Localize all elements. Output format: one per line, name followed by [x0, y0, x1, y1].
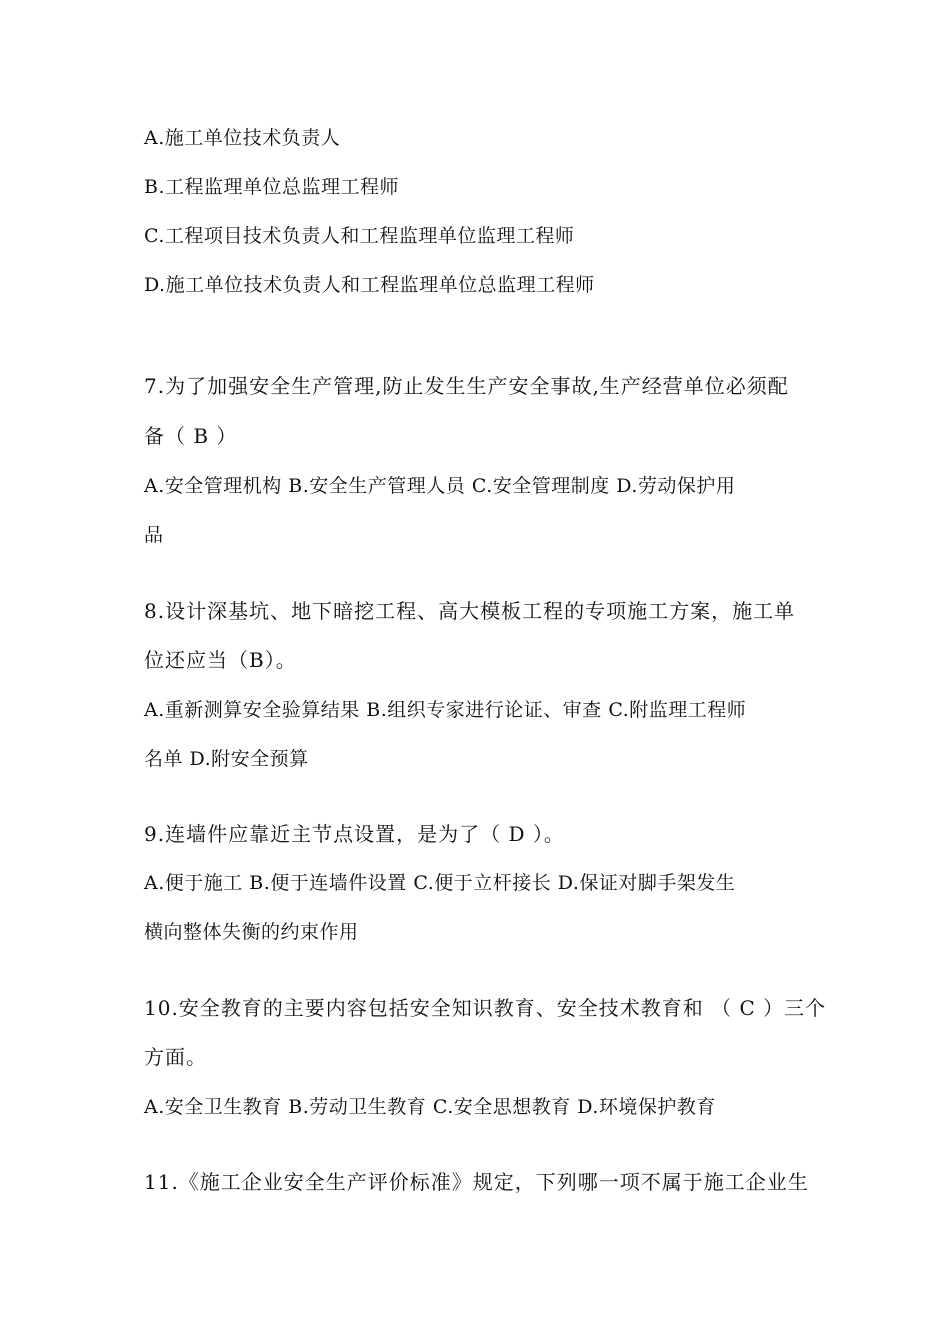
q9-options-line-2: 横向整体失衡的约束作用	[144, 921, 359, 943]
q6-option-a: A.施工单位技术负责人	[144, 127, 341, 149]
q9-options-line-1: A.便于施工 B.便于连墙件设置 C.便于立杆接长 D.保证对脚手架发生	[144, 872, 736, 894]
q7-stem-line-2: 备（ B ）	[144, 424, 238, 448]
q7-stem-line-1: 7.为了加强安全生产管理,防止发生生产安全事故,生产经营单位必须配	[144, 374, 789, 398]
q8-options-line-2: 名单 D.附安全预算	[144, 748, 309, 770]
q7-options-line-1: A.安全管理机构 B.安全生产管理人员 C.安全管理制度 D.劳动保护用	[144, 475, 736, 497]
q7-options-line-2: 品	[144, 524, 164, 546]
q6-option-c: C.工程项目技术负责人和工程监理单位监理工程师	[144, 225, 575, 247]
q6-option-b: B.工程监理单位总监理工程师	[144, 176, 400, 198]
q8-options-line-1: A.重新测算安全验算结果 B.组织专家进行论证、审查 C.附监理工程师	[144, 699, 747, 721]
q10-stem-line-1: 10.安全教育的主要内容包括安全知识教育、安全技术教育和 （ C ）三个	[144, 996, 827, 1020]
q9-stem-line-1: 9.连墙件应靠近主节点设置，是为了（ D ）。	[144, 822, 565, 846]
q8-stem-line-2: 位还应当（B）。	[144, 648, 297, 672]
q10-stem-line-2: 方面。	[144, 1045, 207, 1069]
q10-options-line-1: A.安全卫生教育 B.劳动卫生教育 C.安全思想教育 D.环境保护教育	[144, 1096, 716, 1118]
q11-stem-line-1: 11.《施工企业安全生产评价标准》规定，下列哪一项不属于施工企业生	[144, 1170, 809, 1194]
q6-option-d: D.施工单位技术负责人和工程监理单位总监理工程师	[144, 274, 595, 296]
q8-stem-line-1: 8.设计深基坑、地下暗挖工程、高大模板工程的专项施工方案，施工单	[144, 599, 796, 623]
